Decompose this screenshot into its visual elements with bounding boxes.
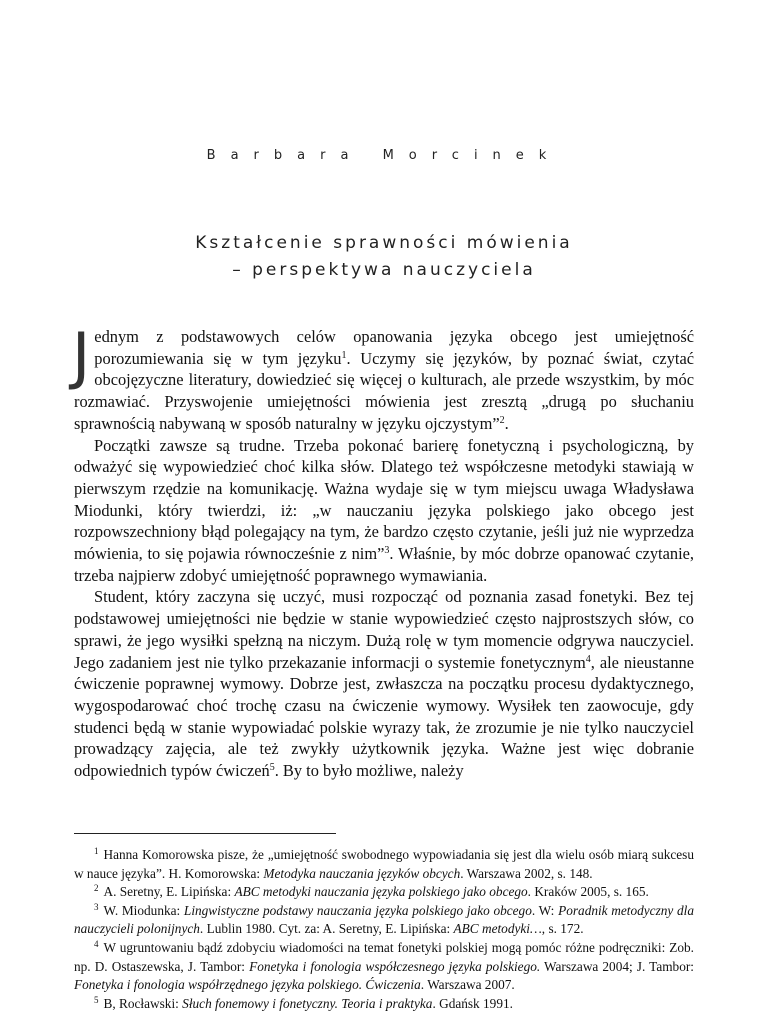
footnote-ref-2: 2 [499, 414, 505, 426]
footnote-number: 5 [94, 994, 99, 1005]
footnote-title: Słuch fonemowy i fonetyczny. Teoria i praktyka [182, 995, 433, 1011]
footnote-number: 1 [94, 846, 99, 856]
paragraph-2-text-b: . Właśnie, by móc dobrze opanować czytanie, trzeba najpierw zdobyć umiejętność poprawnego wymawiania. [74, 544, 694, 585]
footnote-3 [74, 902, 694, 939]
footnote-1 [74, 846, 694, 883]
footnote-4 [74, 939, 694, 995]
footnote-text: . Warszawa 2002, s. 148. [460, 865, 593, 881]
footnote-title: Fonetyka i fonologia współczesnego języka polskiego. [249, 958, 541, 974]
footnote-title: ABC metodyki… [453, 921, 542, 937]
footnote-number: 2 [94, 883, 99, 894]
footnote-ref-5: 5 [269, 762, 275, 774]
footnote-number: 3 [94, 901, 99, 912]
footnote-5 [74, 995, 694, 1013]
footnote-ref-1: 1 [341, 349, 347, 361]
author-name: Barbara Morcinek [206, 148, 562, 163]
paragraph-1-text-a: ednym z podstawowych celów opanowania języka obcego jest umiejętność porozumiewania się w tym języku [94, 327, 694, 368]
footnote-title: ABC metodyki nauczania języka polskiego jako obcego [234, 884, 528, 900]
paragraph-3 [74, 586, 694, 781]
paragraph-1-text-c: . [504, 413, 509, 433]
drop-cap: J [72, 319, 91, 392]
article-title [0, 230, 768, 284]
footnote-text: Warszawa 2004; J. Tambor: [540, 958, 694, 974]
title-line-2: – perspektywa nauczyciela [232, 260, 536, 280]
footnote-text: W. Miodunka: [103, 902, 184, 918]
footnote-ref-3: 3 [384, 545, 390, 557]
footnote-text: Hanna Komorowska pisze, że „umiejętność swobodnego wypowiadania się jest dla wielu osób miarą sukcesu w nauce języka”. H. Komorowska: [74, 847, 694, 881]
footnote-separator [74, 833, 336, 834]
footnote-title: Metodyka nauczania języków obcych [263, 865, 461, 881]
paragraph-1-text-b: . Uczymy się języków, by poznać świat, czytać obcojęzyczne literatury, dowiedzieć się więcej o kulturach, ale przede wszystkim, by móc rozmawiać. Przyswojenie umiejętności mówienia jest zresztą „drugą po słuchaniu sprawnością nabywaną w sposób naturalny w języku ojczystym” [74, 348, 694, 433]
footnote-text: . Gdańsk 1991. [432, 995, 513, 1011]
footnote-text: . Lublin 1980. Cyt. za: A. Seretny, E. Lipińska: [199, 921, 454, 937]
footnote-text: W ugruntowaniu bądź zdobyciu wiadomości na temat fonetyki polskiej mogą pomóc różne podręczniki: Zob. np. D. Ostaszewska, J. Tambor: [74, 939, 694, 974]
paragraph-1 [72, 319, 694, 435]
paragraph-3-text-b: , ale nieustanne ćwiczenie poprawnej wymowy. Dobrze jest, zwłaszcza na początku procesu dydaktycznego, wygospodarować choć trochę czasu na ćwiczenie wymowy. Wysiłek ten zaowocuje, gdy studenci będą w stanie wypowiadać polskie wyrazy tak, że zrozumie je nie tylko nauczyciel prowadzący zajęcia, ale też zwykły użytkownik języka. Ważne jest więc dobranie odpowiednich typów ćwiczeń [74, 652, 694, 781]
paragraph-2 [74, 435, 694, 587]
footnote-text: A. Seretny, E. Lipińska: [103, 884, 235, 900]
footnote-title: Lingwistyczne podstawy nauczania języka polskiego jako obcego [183, 902, 532, 918]
footnote-text: . Warszawa 2007. [420, 977, 515, 993]
article-body [72, 319, 694, 782]
footnote-2 [74, 883, 694, 902]
footnote-text: B, Rocławski: [103, 995, 183, 1011]
footnote-title: Poradnik metodyczny dla nauczycieli polonijnych [74, 902, 694, 937]
footnote-text: . W: [531, 902, 559, 918]
paragraph-3-text-c: . By to było możliwe, należy [274, 761, 464, 781]
paragraph-2-text-a: Początki zawsze są trudne. Trzeba pokonać barierę fonetyczną i psychologiczną, by odważyć się wypowiedzieć choć kilka słów. Dlatego też współczesne metodyki stawiają w pierwszym rzędzie na komunikację. Ważna wydaje się w tym miejscu uwaga Władysława Miodunki, który twierdzi, iż: „w nauczaniu języka polskiego jako obcego jest rozpowszechniony błąd polegający na tym, że bardzo często czytanie, jeśli już nie wyprzedza mówienia, to się pojawia równocześnie z nim” [74, 435, 694, 564]
footnotes [74, 846, 694, 1013]
footnote-ref-4: 4 [585, 653, 591, 665]
title-line-1: Kształcenie sprawności mówienia [195, 233, 573, 253]
footnote-number: 4 [94, 938, 99, 949]
footnote-text: . Kraków 2005, s. 165. [527, 884, 649, 900]
footnote-text: , s. 172. [541, 921, 584, 937]
footnote-title: Fonetyka i fonologia współrzędnego języka polskiego. Ćwiczenia [74, 977, 421, 993]
paragraph-3-text-a: Student, który zaczyna się uczyć, musi rozpocząć od poznania zasad fonetyki. Bez tej podstawowej umiejętności nie będzie w stanie wypowiedzieć często najprostszych słów, co sprawi, że jego wysiłki spełzną na niczym. Dużą rolę w tym momencie odgrywa nauczyciel. Jego zadaniem jest nie tylko przekazanie informacji o systemie fonetycznym [74, 587, 694, 672]
